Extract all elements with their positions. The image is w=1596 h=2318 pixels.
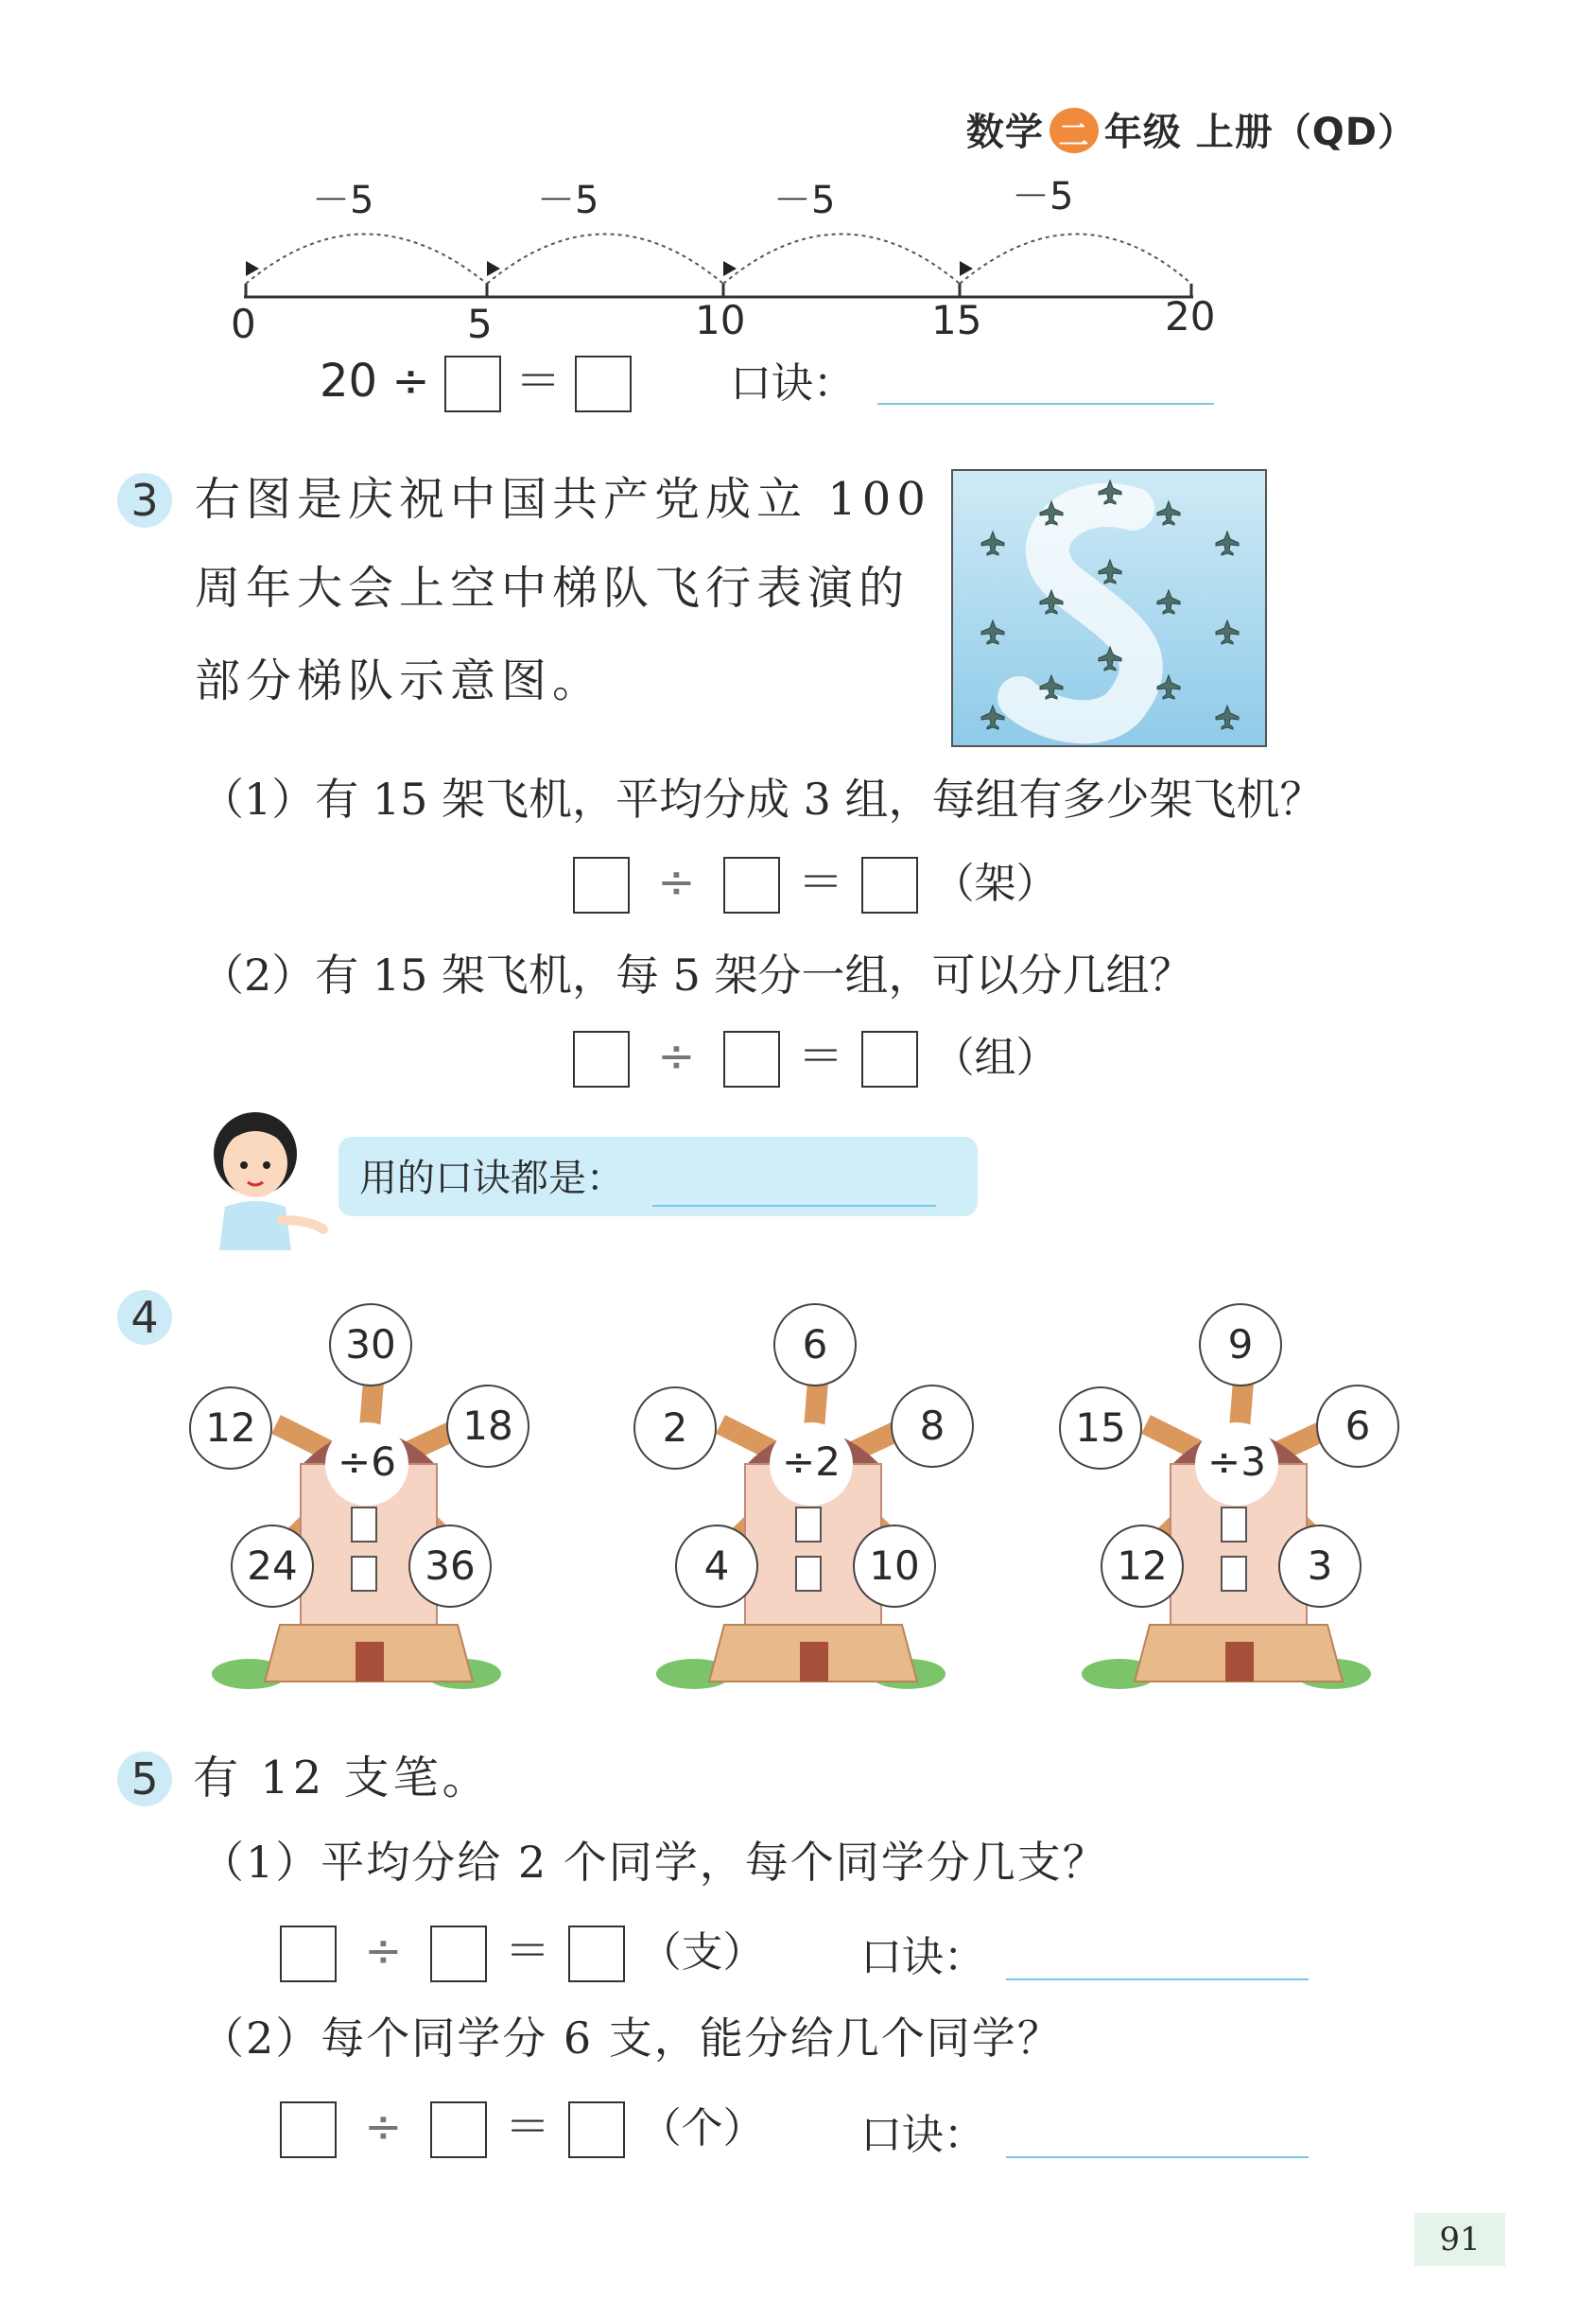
subject-label: 数学 [965, 111, 1044, 154]
tick-label-5: 5 [467, 301, 493, 347]
windmill-number-top: 9 [1199, 1303, 1282, 1386]
q5-part2-text: （2）每个同学分 6 支，能分给几个同学？ [200, 2013, 1063, 2064]
arrow-head-4 [960, 261, 973, 276]
windmill-number-right: 18 [446, 1385, 529, 1468]
sky-illustration [953, 471, 1265, 745]
q3-intro-line-2: 周年大会上空中梯队飞行表演的 [195, 562, 911, 615]
answer-box[interactable] [568, 1926, 625, 1982]
jump-label-4: －5 [1012, 175, 1074, 218]
number-line [217, 170, 1276, 350]
windmill-number-right: 6 [1316, 1385, 1399, 1468]
jump-label-2: －5 [537, 179, 599, 222]
grade-mark: 二 [1050, 108, 1099, 153]
numberline-equation: 20 ÷ ＝ [320, 356, 632, 412]
q3-part1-text: （1）有 15 架飞机，平均分成 3 组，每组有多少架飞机？ [200, 774, 1324, 825]
windmill-number-bottom-right: 10 [853, 1525, 936, 1608]
arrow-head-2 [487, 261, 500, 276]
windmill-number-bottom-left: 24 [231, 1525, 314, 1608]
answer-box[interactable] [430, 1926, 487, 1982]
answer-box[interactable] [573, 857, 630, 914]
jump-arc-2 [487, 235, 723, 285]
windmill-number-right: 8 [891, 1385, 974, 1468]
answer-box[interactable] [280, 2101, 337, 2158]
koujue-label: 口诀： [730, 359, 855, 408]
q3-part2-text: （2）有 15 架飞机，每 5 架分一组，可以分几组？ [200, 950, 1193, 1001]
q3-intro-line-3: 部分梯队示意图。 [195, 654, 604, 707]
answer-box[interactable] [861, 1031, 918, 1088]
tick-label-0: 0 [231, 301, 256, 347]
answer-box[interactable] [280, 1926, 337, 1982]
answer-box[interactable] [861, 857, 918, 914]
answer-box[interactable] [575, 356, 632, 412]
q3-part2-equation: ÷ ＝ （组） [573, 1031, 1058, 1088]
question-number: 5 [117, 1752, 172, 1806]
answer-box[interactable] [430, 2101, 487, 2158]
q3-part1-equation: ÷ ＝ （架） [573, 857, 1058, 914]
koujue-label: 口诀： [860, 1933, 985, 1981]
windmill-number-top: 30 [329, 1303, 412, 1386]
question-number: 3 [117, 473, 172, 528]
jump-arc-1 [246, 235, 487, 285]
jump-arc-3 [723, 235, 960, 285]
q5-intro: 有 12 支笔。 [193, 1752, 492, 1804]
grade-suffix: 年级 上册（QD） [1103, 111, 1416, 154]
bubble-answer-line[interactable] [652, 1156, 936, 1207]
answer-box[interactable] [723, 1031, 780, 1088]
jump-label-3: －5 [773, 179, 836, 222]
windmill-number-bottom-left: 12 [1101, 1525, 1184, 1608]
windmill-divisor: ÷2 [770, 1422, 853, 1506]
windmill-number-left: 12 [189, 1386, 272, 1470]
koujue-label: 口诀： [860, 2111, 985, 2159]
girl-character-illustration [197, 1108, 329, 1250]
arrow-head-3 [723, 261, 737, 276]
formation-picture [951, 469, 1267, 747]
windmill-number-top: 6 [773, 1303, 857, 1386]
answer-box[interactable] [444, 356, 501, 412]
answer-box[interactable] [568, 2101, 625, 2158]
question-number: 4 [117, 1290, 172, 1345]
q5-part2-equation: ÷ ＝ （个） [280, 2101, 765, 2158]
tick-label-15: 15 [931, 297, 982, 343]
jump-label-1: －5 [312, 179, 374, 222]
windmill-number-bottom-left: 4 [675, 1525, 758, 1608]
book-header [966, 102, 1416, 157]
windmill-divisor: ÷3 [1195, 1422, 1278, 1506]
arrow-head-1 [246, 261, 259, 276]
windmill-number-bottom-right: 3 [1278, 1525, 1362, 1608]
koujue-answer-line[interactable] [1006, 2107, 1309, 2158]
tick-label-20: 20 [1165, 293, 1216, 340]
q5-part1-text: （1）平均分给 2 个同学，每个同学分几支？ [200, 1837, 1108, 1888]
jump-arc-4 [960, 235, 1191, 285]
answer-box[interactable] [723, 857, 780, 914]
tick-label-10: 10 [695, 297, 746, 343]
answer-box[interactable] [573, 1031, 630, 1088]
bubble-text: 用的口诀都是： [359, 1157, 624, 1200]
windmill-divisor: ÷6 [325, 1422, 408, 1506]
page-number: 91 [1414, 2213, 1505, 2266]
windmill-number-left: 15 [1059, 1386, 1142, 1470]
q5-part1-equation: ÷ ＝ （支） [280, 1926, 765, 1982]
koujue-answer-line[interactable] [1006, 1929, 1309, 1980]
windmill-number-left: 2 [633, 1386, 717, 1470]
windmill-number-bottom-right: 36 [408, 1525, 492, 1608]
koujue-answer-line[interactable] [877, 352, 1214, 405]
q3-intro-line-1: 右图是庆祝中国共产党成立 100 [195, 473, 931, 526]
